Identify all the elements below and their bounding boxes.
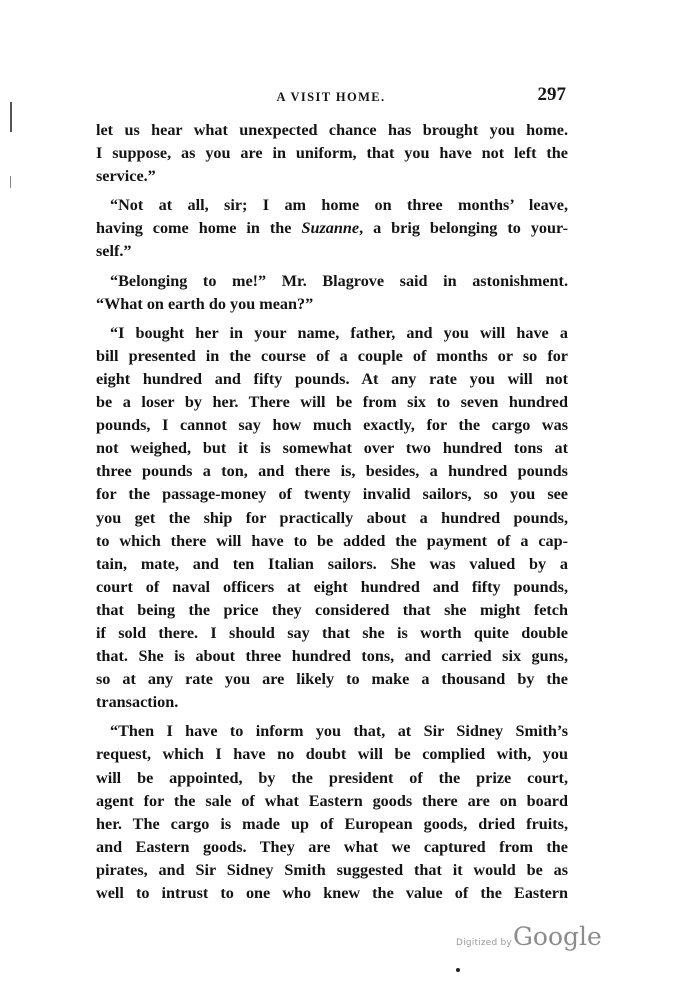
text-line: “I bought her in your name, father, and you will have a <box>110 323 568 342</box>
watermark-brand: Google <box>512 922 602 951</box>
text-line: bill presented in the course of a couple of months or so for <box>96 346 568 365</box>
text-line: well to intrust to one who knew the value of the Eastern <box>96 884 568 902</box>
page-header <box>96 84 566 112</box>
text-line: “Not at all, sir; I am home on three months’ leave, <box>110 196 568 215</box>
page-number: 297 <box>537 84 566 105</box>
text-line: that being the price they considered that she might fetch <box>96 600 568 619</box>
text-line: “Belonging to me!” Mr. Blagrove said in astonishment. <box>110 271 568 290</box>
body-text <box>96 119 568 905</box>
margin-mark-lower <box>10 176 11 188</box>
text-fragment: , a brig belonging to your- <box>359 219 569 238</box>
text-line: eight hundred and fifty pounds. At any rate you will not <box>96 369 568 388</box>
text-fragment: having come home in the <box>96 219 292 238</box>
text-line: for the passage-money of twenty invalid sailors, so you see <box>96 485 568 504</box>
text-line: so at any rate you are likely to make a thousand by the <box>96 670 568 689</box>
margin-mark-upper <box>10 102 12 132</box>
text-line: “Then I have to inform you that, at Sir Sidney Smith’s <box>110 722 568 741</box>
text-line: her. The cargo is made up of European goods, dried fruits, <box>96 814 568 833</box>
digitized-watermark <box>456 922 602 951</box>
text-line: that. She is about three hundred tons, and carried six guns, <box>96 647 568 666</box>
text-line: pounds, I cannot say how much exactly, for the cargo was <box>96 416 568 435</box>
text-line: be a loser by her. There will be from six to seven hundred <box>96 393 568 412</box>
text-line: three pounds a ton, and there is, besides, a hundred pounds <box>96 462 568 481</box>
text-line: transaction. <box>96 693 179 712</box>
text-line: pirates, and Sir Sidney Smith suggested that it would be as <box>96 860 568 879</box>
page-speck <box>456 968 460 972</box>
text-line: I suppose, as you are in uniform, that you have not left the <box>96 144 568 163</box>
text-line: let us hear what unexpected chance has brought you home. <box>96 121 568 139</box>
text-line: will be appointed, by the president of the prize court, <box>96 768 568 787</box>
text-line: request, which I have no doubt will be complied with, you <box>96 745 568 764</box>
text-line: service.” <box>96 167 156 186</box>
running-head: A VISIT HOME. <box>276 90 386 104</box>
text-line: agent for the sale of what Eastern goods there are on board <box>96 791 568 810</box>
text-line: to which there will have to be added the payment of a cap- <box>96 531 568 550</box>
text-line: “What on earth do you mean?” <box>96 294 314 313</box>
ship-name: Suzanne <box>301 219 360 238</box>
text-line: if sold there. I should say that she is worth quite double <box>96 623 568 642</box>
text-line: self.” <box>96 242 132 261</box>
text-line: court of naval officers at eight hundred and fifty pounds, <box>96 577 568 596</box>
text-line: and Eastern goods. They are what we captured from the <box>96 837 568 856</box>
watermark-prefix: Digitized by <box>456 938 512 948</box>
text-line: you get the ship for practically about a hundred pounds, <box>96 508 568 527</box>
text-line: tain, mate, and ten Italian sailors. She was valued by a <box>96 554 568 573</box>
text-line <box>96 217 568 240</box>
text-line: not weighed, but it is somewhat over two hundred tons at <box>96 439 568 458</box>
